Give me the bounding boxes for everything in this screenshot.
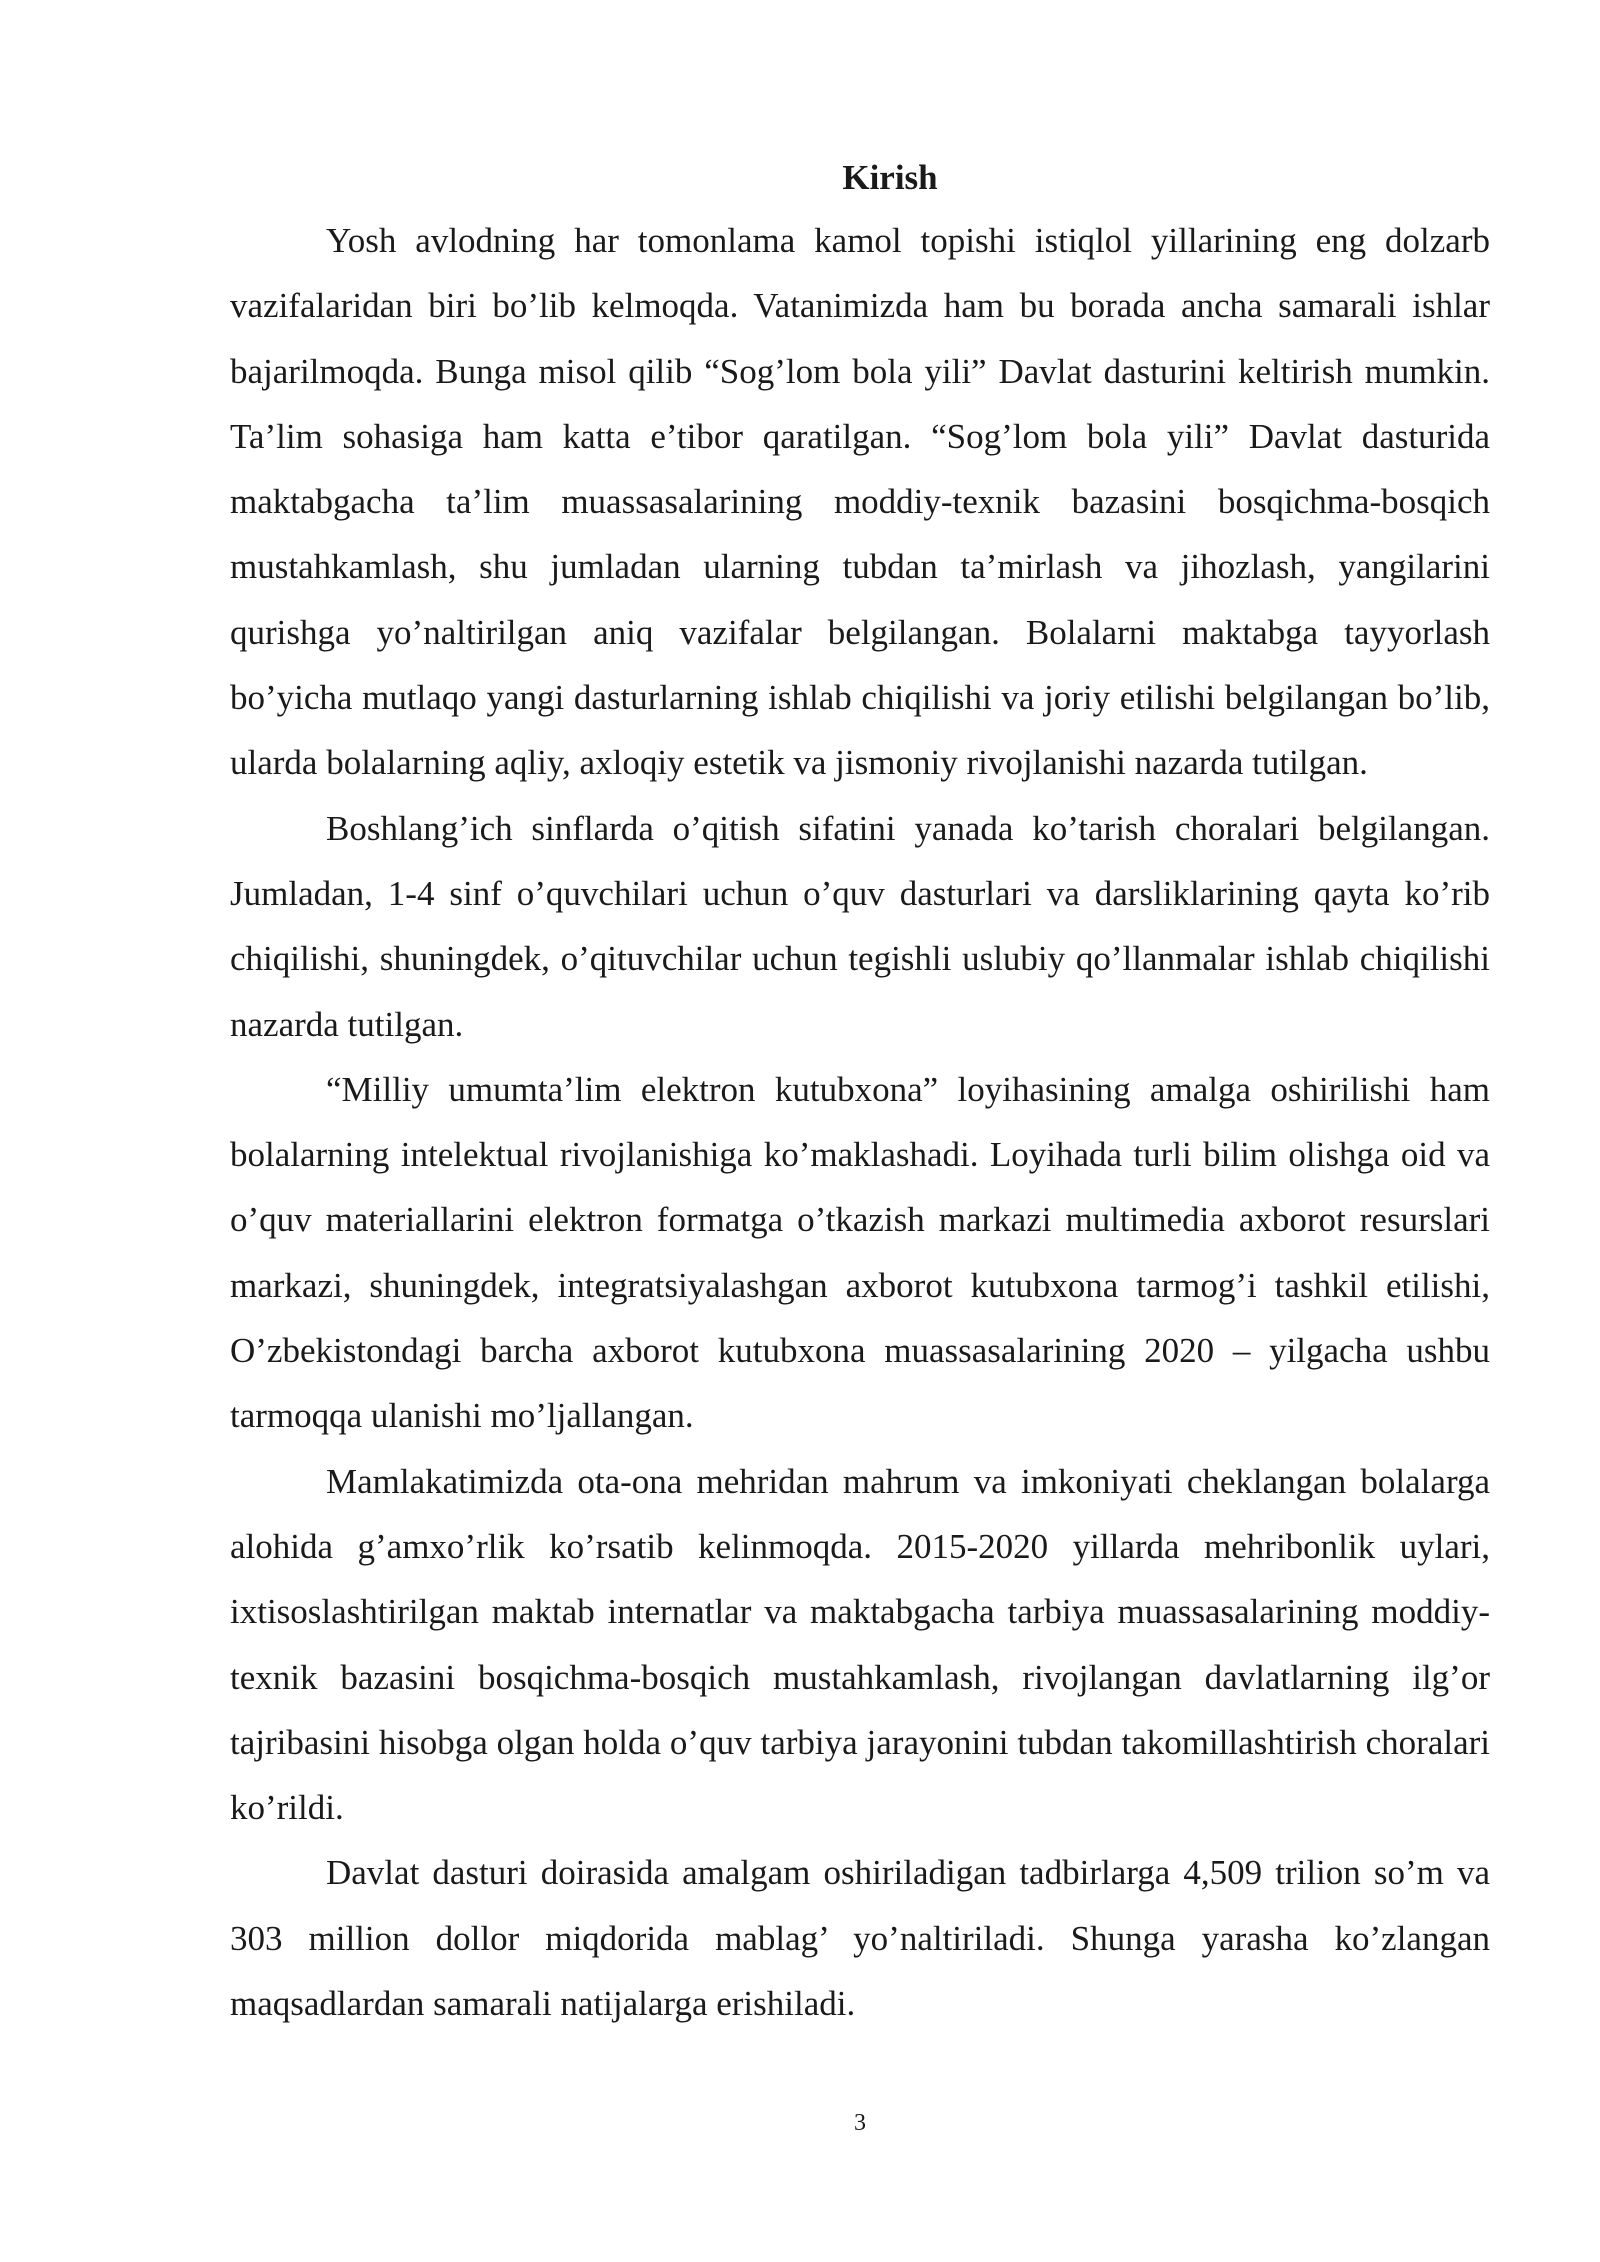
paragraph-3: “Milliy umumta’lim elektron kutubxona” loyihasining amalga oshirilishi ham bolalarning intelektual rivojlanishiga ko’maklashadi. Loyihada turli bilim olishga oid va o’quv materiallarini elektron formatga o’tkazish markazi multimedia axborot resurslari markazi, shuningdek, integratsiyalashgan axborot kutubxona tarmog’i tashkil etilishi, O’zbekistondagi barcha axborot kutubxona muassasalarining 2020 – yilgacha ushbu tarmoqqa ulanishi mo’ljallangan.: [230, 1069, 1490, 1436]
paragraph-4: Mamlakatimizda ota-ona mehridan mahrum va imkoniyati cheklangan bolalarga alohida g’amxo’rlik ko’rsatib kelinmoqda. 2015-2020 yillarda mehribonlik uylari, ixtisoslashtirilgan maktab internatlar va maktabgacha tarbiya muassasalarining moddiy-texnik bazasini bosqichma-bosqich mustahkamlash, rivojlangan davlatlarning ilg’or tajribasini hisobga olgan holda o’quv tarbiya jarayonini tubdan takomillashtirish choralari ko’rildi.: [230, 1461, 1490, 1828]
paragraph-1: Yosh avlodning har tomonlama kamol topishi istiqlol yillarining eng dolzarb vazifalaridan biri bo’lib kelmoqda. Vatanimizda ham bu borada ancha samarali ishlar bajarilmoqda. Bunga misol qilib “Sog’lom bola yili” Davlat dasturini keltirish mumkin. Ta’lim sohasiga ham katta e’tibor qaratilgan. “Sog’lom bola yili” Davlat dasturida maktabgacha ta’lim muassasalarining moddiy-texnik bazasini bosqichma-bosqich mustahkamlash, shu jumladan ularning tubdan ta’mirlash va jihozlash, yangilarini qurishga yo’naltirilgan aniq vazifalar belgilangan. Bolalarni maktabga tayyorlash bo’yicha mutlaqo yangi dasturlarning ishlab chiqilishi va joriy etilishi belgilangan bo’lib, ularda bolalarning aqliy, axloqiy estetik va jismoniy rivojlanishi nazarda tutilgan.: [230, 221, 1490, 783]
page-number: 3: [854, 2110, 866, 2136]
paragraph-2: Boshlang’ich sinflarda o’qitish sifatini yanada ko’tarish choralari belgilangan. Jumladan, 1-4 sinf o’quvchilari uchun o’quv dasturlari va darsliklarining qayta ko’rib chiqilishi, shuningdek, o’qituvchilar uchun tegishli uslubiy qo’llanmalar ishlab chiqilishi nazarda tutilgan.: [230, 808, 1490, 1044]
page-content: [230, 148, 1490, 2036]
paragraph-5: Davlat dasturi doirasida amalgam oshiriladigan tadbirlarga 4,509 trilion so’m va 303 million dollor miqdorida mablag’ yo’naltiriladi. Shunga yarasha ko’zlangan maqsadlardan samarali natijalarga erishiladi.: [230, 1853, 1490, 2024]
section-title: Kirish: [842, 158, 938, 197]
